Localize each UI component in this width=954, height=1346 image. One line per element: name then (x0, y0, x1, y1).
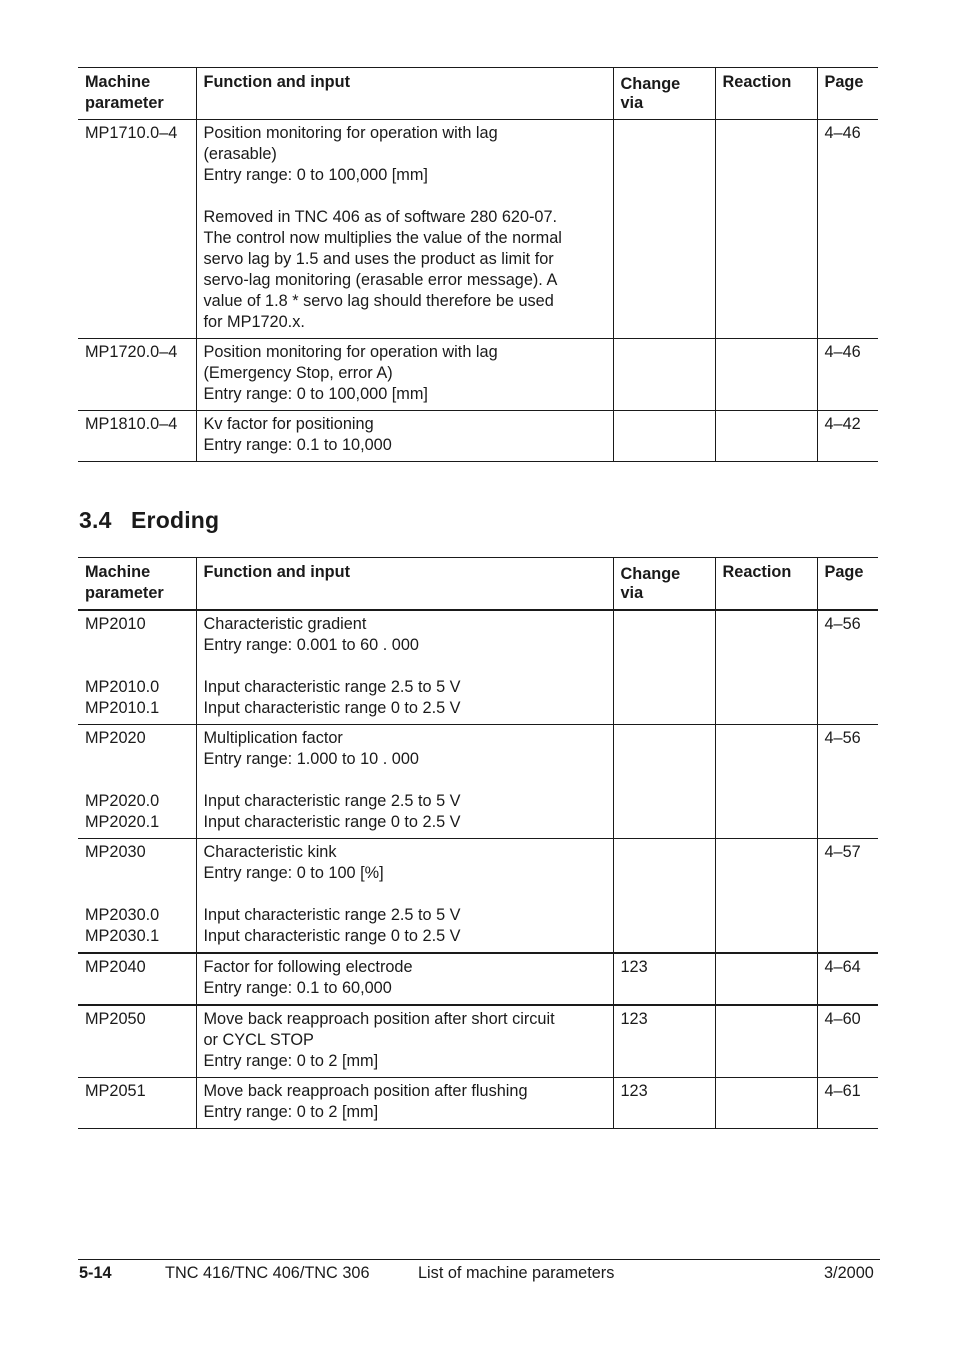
change-via-cell (613, 953, 715, 1005)
table-2-body (78, 610, 878, 1129)
cell-line: Move back reapproach position after short circuit (203, 1010, 555, 1028)
footer-subject: List of machine parameters (418, 1264, 615, 1282)
table-row (78, 839, 878, 954)
column-header-change-via: Change via (613, 68, 715, 120)
change-via-cell (613, 411, 715, 462)
cell-line: MP1720.0–4 (85, 343, 178, 361)
cell-line (723, 1009, 810, 1030)
cell-line (723, 614, 810, 635)
cell-line (723, 123, 810, 144)
table-row (78, 953, 878, 1005)
cell-line: servo lag by 1.5 and uses the product as limit for (203, 250, 554, 268)
cell-line: Position monitoring for operation with lag (203, 343, 498, 361)
column-header-page: Page (817, 558, 878, 611)
function-and-input-cell (196, 610, 613, 725)
cell-line: or CYCL STOP (203, 1031, 314, 1049)
cell-line: 4–61 (824, 1082, 861, 1100)
cell-line: MP2010 (85, 615, 146, 633)
table-row (78, 411, 878, 462)
table-row (78, 120, 878, 339)
parameter-cell (78, 610, 196, 725)
cell-line: Entry range: 0 to 2 [mm] (203, 1103, 379, 1121)
column-header-reaction: Reaction (715, 68, 817, 120)
parameter-cell (78, 1005, 196, 1078)
cell-line: MP2051 (85, 1082, 146, 1100)
cell-line: Entry range: 0 to 100,000 [mm] (203, 385, 428, 403)
parameter-cell (78, 411, 196, 462)
cell-line (204, 770, 606, 791)
cell-line: Input characteristic range 0 to 2.5 V (203, 699, 461, 717)
cell-line: MP2030.0 (85, 906, 160, 924)
change-via-cell (613, 339, 715, 411)
section-heading (79, 504, 219, 536)
change-via-cell (613, 725, 715, 839)
parameter-cell (78, 725, 196, 839)
column-header-function-and-input: Function and input (196, 558, 613, 611)
function-and-input-cell (196, 411, 613, 462)
cell-line: for MP1720.x. (203, 313, 305, 331)
cell-line: MP2020.1 (85, 813, 160, 831)
reaction-cell (715, 839, 817, 954)
cell-line: MP2030 (85, 843, 146, 861)
cell-line: Input characteristic range 0 to 2.5 V (203, 927, 461, 945)
cell-line: Entry range: 0.1 to 60,000 (203, 979, 392, 997)
cell-line: 4–57 (824, 843, 861, 861)
table-1-body (78, 120, 878, 462)
cell-line: Entry range: 0 to 100 [%] (203, 864, 384, 882)
function-and-input-cell (196, 839, 613, 954)
cell-line: 4–46 (824, 343, 861, 361)
change-via-cell (613, 1005, 715, 1078)
cell-line: 4–60 (824, 1010, 861, 1028)
cell-line: MP2020 (85, 729, 146, 747)
footer-rule (78, 1259, 880, 1260)
reaction-cell (715, 411, 817, 462)
cell-line (723, 1081, 810, 1102)
page-cell (817, 839, 878, 954)
reaction-cell (715, 1005, 817, 1078)
page-cell (817, 953, 878, 1005)
function-and-input-cell (196, 1078, 613, 1129)
reaction-cell (715, 120, 817, 339)
cell-line: MP1710.0–4 (85, 124, 178, 142)
reaction-cell (715, 610, 817, 725)
cell-line (621, 342, 708, 363)
table-row (78, 1078, 878, 1129)
cell-line: Characteristic gradient (203, 615, 367, 633)
table-row (78, 610, 878, 725)
cell-line: Input characteristic range 2.5 to 5 V (203, 678, 461, 696)
cell-line (85, 884, 189, 905)
machine-parameter-table-1 (78, 67, 878, 462)
cell-line: Kv factor for positioning (203, 415, 374, 433)
change-via-cell (613, 1078, 715, 1129)
cell-line (85, 749, 189, 770)
cell-line (723, 414, 810, 435)
cell-line (85, 635, 189, 656)
page-cell (817, 610, 878, 725)
cell-line: Position monitoring for operation with lag (203, 124, 498, 142)
page-cell (817, 339, 878, 411)
parameter-cell (78, 839, 196, 954)
cell-line: Entry range: 0 to 100,000 [mm] (203, 166, 428, 184)
cell-line (204, 656, 606, 677)
cell-line: Entry range: 0 to 2 [mm] (203, 1052, 379, 1070)
section-number: 3.4 (79, 507, 112, 533)
column-header-machine-parameter: Machine parameter (78, 558, 196, 611)
cell-line: 4–64 (824, 958, 861, 976)
parameter-cell (78, 953, 196, 1005)
cell-line: servo-lag monitoring (erasable error message). A (203, 271, 558, 289)
table-header-row (78, 558, 878, 611)
change-via-cell (613, 839, 715, 954)
change-via-cell (613, 120, 715, 339)
cell-line: 4–56 (824, 615, 861, 633)
reaction-cell (715, 339, 817, 411)
cell-line: Input characteristic range 2.5 to 5 V (203, 792, 461, 810)
parameter-cell (78, 339, 196, 411)
cell-line: MP2050 (85, 1010, 146, 1028)
cell-line: MP1810.0–4 (85, 415, 178, 433)
cell-line: (erasable) (203, 145, 277, 163)
cell-line: MP2040 (85, 958, 146, 976)
column-header-function-and-input: Function and input (196, 68, 613, 120)
cell-line: Removed in TNC 406 as of software 280 620-07. (203, 208, 558, 226)
cell-line: Multiplication factor (203, 729, 343, 747)
function-and-input-cell (196, 120, 613, 339)
cell-line (723, 957, 810, 978)
reaction-cell (715, 953, 817, 1005)
cell-line: 4–46 (824, 124, 861, 142)
cell-line: 123 (620, 1082, 648, 1100)
footer-page-number: 5-14 (79, 1264, 112, 1282)
cell-line (621, 728, 708, 749)
cell-line (621, 123, 708, 144)
table-row (78, 1005, 878, 1078)
parameter-cell (78, 1078, 196, 1129)
cell-line (204, 884, 606, 905)
function-and-input-cell (196, 725, 613, 839)
column-header-change-via: Change via (613, 558, 715, 611)
cell-line: Entry range: 0.001 to 60 . 000 (203, 636, 419, 654)
function-and-input-cell (196, 953, 613, 1005)
footer-product: TNC 416/TNC 406/TNC 306 (165, 1264, 370, 1282)
reaction-cell (715, 725, 817, 839)
page-cell (817, 1078, 878, 1129)
page-cell (817, 725, 878, 839)
parameter-cell (78, 120, 196, 339)
cell-line: MP2010.0 (85, 678, 160, 696)
reaction-cell (715, 1078, 817, 1129)
footer-date: 3/2000 (824, 1264, 874, 1282)
column-header-page: Page (817, 68, 878, 120)
column-header-machine-parameter: Machine parameter (78, 68, 196, 120)
cell-line: 123 (620, 958, 648, 976)
function-and-input-cell (196, 1005, 613, 1078)
cell-line (621, 614, 708, 635)
page-cell (817, 120, 878, 339)
table-header-row (78, 68, 878, 120)
function-and-input-cell (196, 339, 613, 411)
cell-line: (Emergency Stop, error A) (203, 364, 393, 382)
cell-line: value of 1.8 * servo lag should therefore be used (203, 292, 554, 310)
cell-line (723, 342, 810, 363)
cell-line: Input characteristic range 2.5 to 5 V (203, 906, 461, 924)
change-via-cell (613, 610, 715, 725)
cell-line: Move back reapproach position after flushing (203, 1082, 528, 1100)
cell-line: 123 (620, 1010, 648, 1028)
cell-line: 4–56 (824, 729, 861, 747)
cell-line: Input characteristic range 0 to 2.5 V (203, 813, 461, 831)
cell-line: Entry range: 1.000 to 10 . 000 (203, 750, 419, 768)
page-cell (817, 1005, 878, 1078)
cell-line: MP2020.0 (85, 792, 160, 810)
section-title-text: Eroding (131, 507, 220, 533)
column-header-reaction: Reaction (715, 558, 817, 611)
cell-line: Factor for following electrode (203, 958, 413, 976)
cell-line (621, 414, 708, 435)
cell-line: Entry range: 0.1 to 10,000 (203, 436, 392, 454)
machine-parameter-table-2 (78, 557, 878, 1129)
cell-line (85, 770, 189, 791)
cell-line: MP2030.1 (85, 927, 160, 945)
page-cell (817, 411, 878, 462)
cell-line (204, 186, 606, 207)
cell-line: The control now multiplies the value of the normal (203, 229, 562, 247)
table-row (78, 725, 878, 839)
cell-line: 4–42 (824, 415, 861, 433)
table-row (78, 339, 878, 411)
cell-line (723, 842, 810, 863)
cell-line (723, 728, 810, 749)
cell-line: Characteristic kink (203, 843, 337, 861)
cell-line (621, 842, 708, 863)
cell-line (85, 656, 189, 677)
cell-line (85, 863, 189, 884)
cell-line: MP2010.1 (85, 699, 160, 717)
